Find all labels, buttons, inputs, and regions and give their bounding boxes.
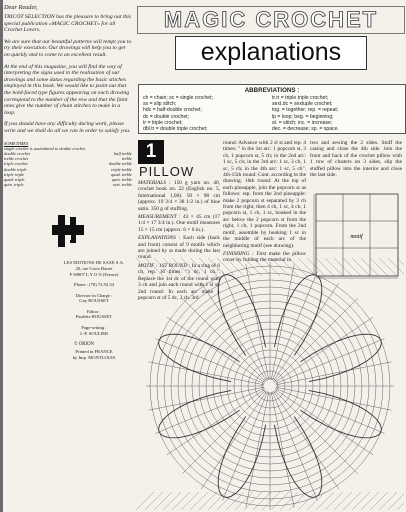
sometimes-row: quad. triple quin. treble: [4, 176, 132, 182]
abbreviations-title: ABBREVIATIONS :: [244, 87, 300, 94]
sometimes-row: double triple triple treble: [4, 166, 132, 172]
publisher-address: 20, rue Croix Barret: [75, 265, 113, 271]
publisher-city: F 69007 L Y O N (France): [69, 271, 119, 277]
instruction-para: EXPLANATIONS : Each side (back and front) consist of 9 motifs which are joined by ss made during the last round.: [138, 235, 220, 261]
pattern-title: PILLOW: [139, 164, 195, 179]
printed-info: Printed in FRANCE by Imp. MONTLOUIS: [72, 349, 116, 360]
editor-label: Editor :: [87, 308, 101, 314]
intro-text: [4, 14, 132, 135]
publisher-info: [44, 260, 144, 336]
instruction-para: MOTIF : 1ST ROUND : In a ring of 6 ch, rep. 16 times: "1 dc, 1 ch.". Replace the 1st dc of the round with 3 ch and join each round with 1 sl st. 2nd round: In each arc make 1 popcorn st of 5 dc, 3 ch. 3rd: [138, 262, 220, 301]
publisher-phone: Phone : (78) 72.92.54: [74, 282, 114, 288]
pattern-number-badge: 1: [138, 140, 164, 164]
publisher-name: LES EDITIONS DE SAXE S.A.: [63, 260, 125, 266]
instruction-para: round: Advance with 2 sl st and rep. 4 times: " in the 1st arc: 1 popcorn st, 3 ch, 1 popcorn st, 5 ch; in the 2nd arc: 1 sc, 5 ch; in the 3rd arc: 1 sc, 3 ch, 1 sc, 5 ch; in the 4th arc: 1 sc, 5 ch". 4th-15th round: Cont. according to the drawing. 16th round: At the top of each pineapple, join the popcorn st as follows: rep. from the 2nd pineapple: make 2 popcorn st separated by 3 ch from the right, then 4 ch, 1 sc, 4 ch, 1 popcorn st, 1 ch, 1 sc, hooked in the arc below the 2 popcorn st from the right, 1 ch, 1 popcorn. From the 2nd motif, assemble by hooking 1 sc in the middle of each arc of the neighboring motif (see drawing).: [223, 140, 306, 249]
intro-paragraph: We are sure that our beautiful patterns will tempt you to try their execution. Our drawings will help you to get on quickly and to come to an excellent result.: [4, 38, 132, 58]
greeting: Dear Reader,: [4, 4, 38, 11]
sometimes-row: quin. triple sext. treble: [4, 182, 132, 188]
intro-paragraph: TRICOT SELECTION has the pleasure to bring out this special publication «MAGIC CROCHET» for all Crochet Lovers.: [4, 14, 132, 34]
abbreviations-left: ch = chain; sc = single crochet; ss = slip stitch; hdc = half-double crochet; dc = double crochet; tr = triple crochet; dbl.tr = double triple crochet;: [143, 95, 213, 133]
page-subtitle: explanations: [175, 36, 367, 70]
sometimes-row: double crochet half treble: [4, 150, 132, 156]
page-title: MAGIC CROCHET: [137, 6, 405, 34]
intro-paragraph: If you should have any difficulty during work, please write and we shall do all we can in order to satisfy you.: [4, 121, 131, 134]
pagesetting-name: J.-P. SOULIER: [79, 330, 109, 336]
sometimes-row: single crochet is assimilated to double crochet: [4, 145, 86, 151]
sometimes-title: SOMETIMES: [4, 140, 29, 146]
crochet-chart: [136, 258, 404, 510]
instruction-para: two and sewing the 2 sides. Stuff the casing and close the 4th side. Join the front and back of the crochet pillow with 1 row of clusters on 3 sides, slip the stuffed pillow into the interior and close the last side.: [310, 140, 402, 179]
intro-column: [4, 4, 132, 509]
motif-label: motif: [350, 234, 363, 240]
sometimes-row: triple triple quad. treble: [4, 171, 132, 177]
instruction-para: MEASUREMENT : 43 × 45 cm (17 1/4 × 17 3/4 in.). One motif measures 15 × 15 cm (approx. 6 × 6 in.).: [138, 214, 220, 233]
orion-mark: © ORION: [74, 342, 95, 348]
abbreviations-box: [138, 84, 406, 134]
sometimes-row: triple crochet double treble: [4, 161, 132, 167]
abbreviations-right: tr.tr = triple triple crochet; sext.dc = sextuple crochet; tog. = together; rep. = repeat; lp = loop; beg. = beginning; st. = stitch; inc. = increase; dec. = decrease; sp. = space.: [272, 95, 339, 133]
director-label: Director in Charge :: [75, 292, 113, 298]
instruction-para: MATERIALS : 150 g yarn no. 40, crochet hook no. 22 (English no. 5, International 1,00). 50 × 98 cm (approx. 19 3/4 × 38 1/2 in.) of blue satin. 350 g of stuffing.: [138, 180, 220, 212]
pagesetting-label: Page-setting :: [81, 325, 107, 331]
publisher-logo: [48, 211, 88, 251]
instructions-column-b: [223, 140, 306, 266]
intro-paragraph: At the end of this magazine, you will find the way of interpreting the signs used in the realisation of our drawings and some datas regarding the basic stitches employed in this book. We would like to point out that the bold-faced type figures appearing on each drawing correspond to the number of the row and that the faint ones give the number of chain stitches to make in a loop.: [4, 63, 130, 116]
instructions-column-c: [310, 140, 402, 180]
instruction-para: FINISHING : First make the pillow cover by folding the material in: [223, 250, 306, 264]
sometimes-table: [4, 141, 132, 188]
sometimes-row: treble crochet treble: [4, 156, 132, 162]
director-name: Guy ROUSSET: [79, 298, 109, 304]
editor-name: Paulette ROUSSET: [75, 314, 113, 320]
